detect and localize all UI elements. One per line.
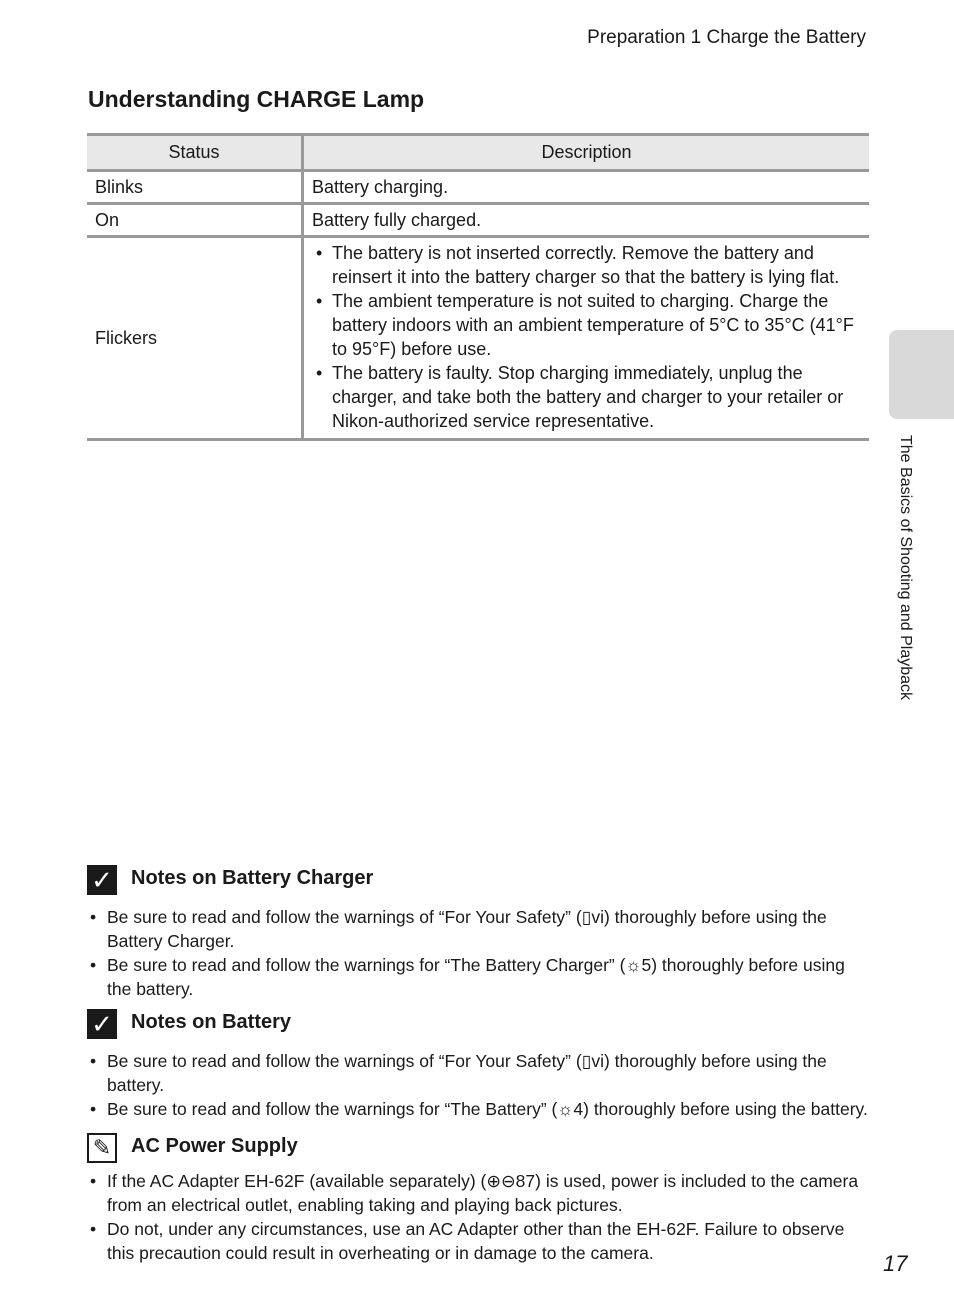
running-header: Preparation 1 Charge the Battery — [587, 27, 866, 48]
table-row — [87, 237, 869, 440]
chapter-tab — [889, 330, 954, 419]
description-cell: Battery charging. — [303, 171, 870, 204]
chapter-tab-label: The Basics of Shooting and Playback — [897, 435, 914, 701]
note-battery — [87, 1009, 869, 1121]
note-title: AC Power Supply — [131, 1135, 298, 1157]
check-mark-icon: ✓ — [87, 1009, 117, 1039]
table-header-row — [87, 135, 869, 171]
column-header-status: Status — [87, 135, 303, 171]
list-item: • The battery is faulty. Stop charging immediately, unplug the charger, and take both the battery and charger to your retailer or Nikon-authorized service representative. — [332, 361, 861, 433]
list-item: • Be sure to read and follow the warnings of “For Your Safety” (▯vi) thoroughly before using the battery. — [107, 1049, 869, 1097]
page-number: 17 — [883, 1251, 908, 1276]
list-item: • Be sure to read and follow the warnings for “The Battery” (☼4) thoroughly before using the battery. — [107, 1097, 869, 1121]
list-item: • Do not, under any circumstances, use an AC Adapter other than the EH-62F. Failure to observe this precaution could result in overheating or in damage to the camera. — [107, 1217, 869, 1265]
charge-lamp-table — [87, 133, 869, 441]
list-item: • The ambient temperature is not suited to charging. Charge the battery indoors with an ambient temperature of 5°C to 35°C (41°F to 95°F) before use. — [332, 289, 861, 361]
status-cell: Blinks — [87, 171, 303, 204]
list-item: • Be sure to read and follow the warnings for “The Battery Charger” (☼5) thoroughly before using the battery. — [107, 953, 869, 1001]
note-battery-charger — [87, 865, 869, 1001]
table-row — [87, 171, 869, 204]
check-mark-icon: ✓ — [87, 865, 117, 895]
description-cell — [303, 237, 870, 440]
list-item: • If the AC Adapter EH-62F (available separately) (⊕⊖87) is used, power is included to the camera from an electrical outlet, enabling taking and playing back pictures. — [107, 1169, 869, 1217]
column-header-description: Description — [303, 135, 870, 171]
section-title: Understanding CHARGE Lamp — [88, 86, 425, 112]
description-bullet-list — [312, 241, 861, 433]
list-item: • The battery is not inserted correctly. Remove the battery and reinsert it into the battery charger so that the battery is lying flat. — [332, 241, 861, 289]
note-ac-power-supply — [87, 1133, 869, 1265]
note-title: Notes on Battery Charger — [131, 867, 374, 889]
note-title: Notes on Battery — [131, 1011, 292, 1033]
status-cell: Flickers — [87, 237, 303, 440]
status-cell: On — [87, 204, 303, 237]
description-cell: Battery fully charged. — [303, 204, 870, 237]
table-row — [87, 204, 869, 237]
pencil-icon: ✎ — [87, 1133, 117, 1163]
list-item: • Be sure to read and follow the warnings of “For Your Safety” (▯vi) thoroughly before using the Battery Charger. — [107, 905, 869, 953]
